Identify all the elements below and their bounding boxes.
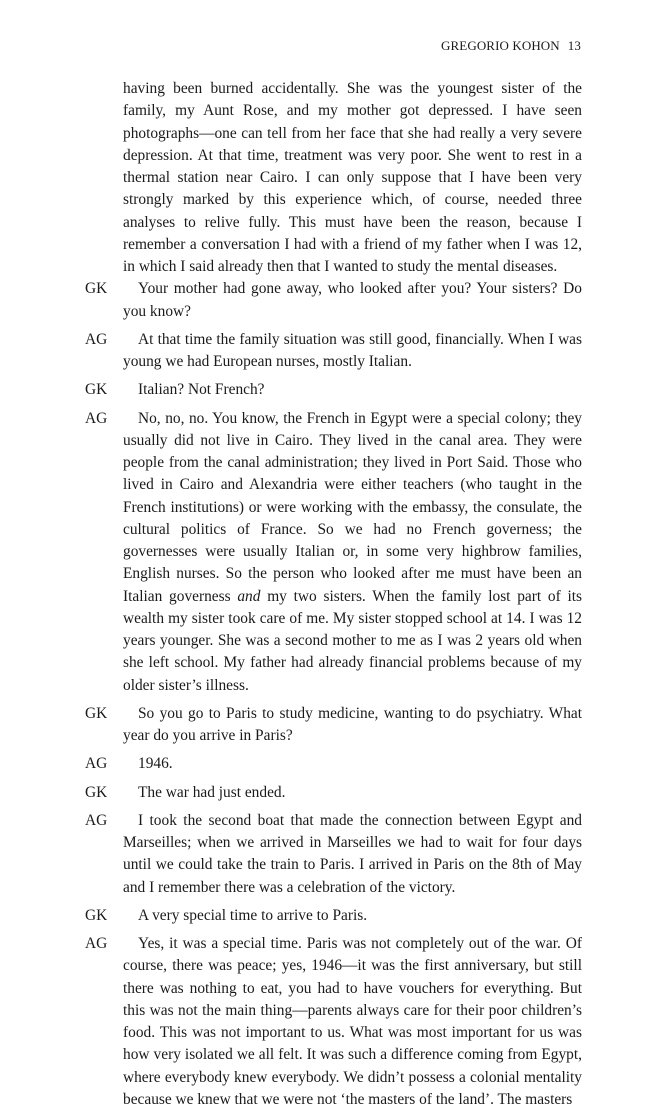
dialogue-entry (85, 379, 582, 401)
speech-text: I took the second boat that made the connection between Egypt and Marseilles; when we arrived in Marseilles we had to wait for four days until we could take the train to Paris. I arrived in Paris on the 8th of May and I remember there was a celebration of the victory. (123, 811, 582, 896)
speech-text (123, 408, 582, 697)
speech-text: At that time the family situation was still good, financially. When I was young we had European nurses, mostly Italian. (123, 330, 582, 370)
running-head-author: GREGORIO KOHON (441, 38, 560, 53)
dialogue-entry (85, 810, 582, 899)
dialogue-entry (85, 905, 582, 927)
dialogue-entry (85, 933, 582, 1111)
speaker-label: AG (85, 330, 108, 348)
dialogue-entry (85, 782, 582, 804)
speech-text: The war had just ended. (138, 783, 286, 801)
dialogue-entry (85, 329, 582, 374)
speaker-label: GK (85, 783, 108, 801)
dialogue-entry (85, 278, 582, 323)
speaker-label: AG (85, 755, 108, 773)
speaker-label: AG (85, 935, 108, 952)
speaker-label: AG (85, 409, 108, 427)
speech-text-part: No, no, no. You know, the French in Egypt were a special colony; they usually did not live in Cairo. They lived in the canal area. They were people from the canal administration; they lived in Port Said. Those who lived in Cairo and Alexandria were either teachers (who taught in the French institutions) or were working with the embassy, the consulate, the cultural politics of France. So we had no French governess; the governesses were usually Italian or, in some very highbrow families, English nurses. So the person who looked after me must have been an Italian governess (123, 409, 582, 605)
speech-text: Italian? Not French? (138, 381, 265, 399)
speech-text-part: my two sisters. When the family lost part of its wealth my sister took care of me. My sister stopped school at 14. I was 12 years younger. She was a second mother to me as I was 2 years old when she left school. My father had already financial problems because of my older sister’s illness. (123, 587, 582, 694)
speech-text: So you go to Paris to study medicine, wanting to do psychiatry. What year do you arrive in Paris? (123, 704, 582, 744)
speaker-label: GK (85, 906, 108, 924)
dialogue-entry (85, 753, 582, 775)
page-number: 13 (567, 38, 581, 53)
speaker-label: GK (85, 381, 108, 399)
speech-text: 1946. (138, 755, 173, 773)
speech-text: Your mother had gone away, who looked after you? Your sisters? Do you know? (123, 280, 582, 320)
emphasized-word: and (237, 587, 261, 605)
dialogue-entry (85, 408, 582, 697)
running-head (441, 38, 581, 54)
speech-text: A very special time to arrive to Paris. (138, 906, 368, 924)
speaker-label: AG (85, 811, 108, 829)
speech-text: Yes, it was a special time. Paris was not completely out of the war. Of course, there was peace; yes, 1946—it was the first anniversary, but still there was nothing to eat, you had to have vouchers for everything. But this was not the main thing—parents always care for their poor children’s food. This was not important to us. What was most important for us was how very isolated we all felt. It was such a difference coming from Egypt, where everybody knew everybody. We didn’t possess a colonial mentality because we knew that we were not ‘the masters of the land’. The masters (123, 935, 582, 1108)
continued-paragraph: having been burned accidentally. She was the youngest sister of the family, my Aunt Rose, and my mother got depressed. I have seen photographs—one can tell from her face that she had really a very severe depression. At that time, treatment was very poor. She went to rest in a thermal station near Cairo. I can only suppose that I have been very strongly marked by this experience which, of course, needed three analyses to relive fully. This must have been the reason, because I remember a conversation I had with a friend of my father when I was 12, in which I said already then that I wanted to study the mental diseases. (123, 80, 582, 275)
interview-text (85, 78, 582, 1117)
dialogue-entry (85, 703, 582, 748)
speaker-label: GK (85, 280, 108, 298)
speaker-label: GK (85, 704, 108, 722)
